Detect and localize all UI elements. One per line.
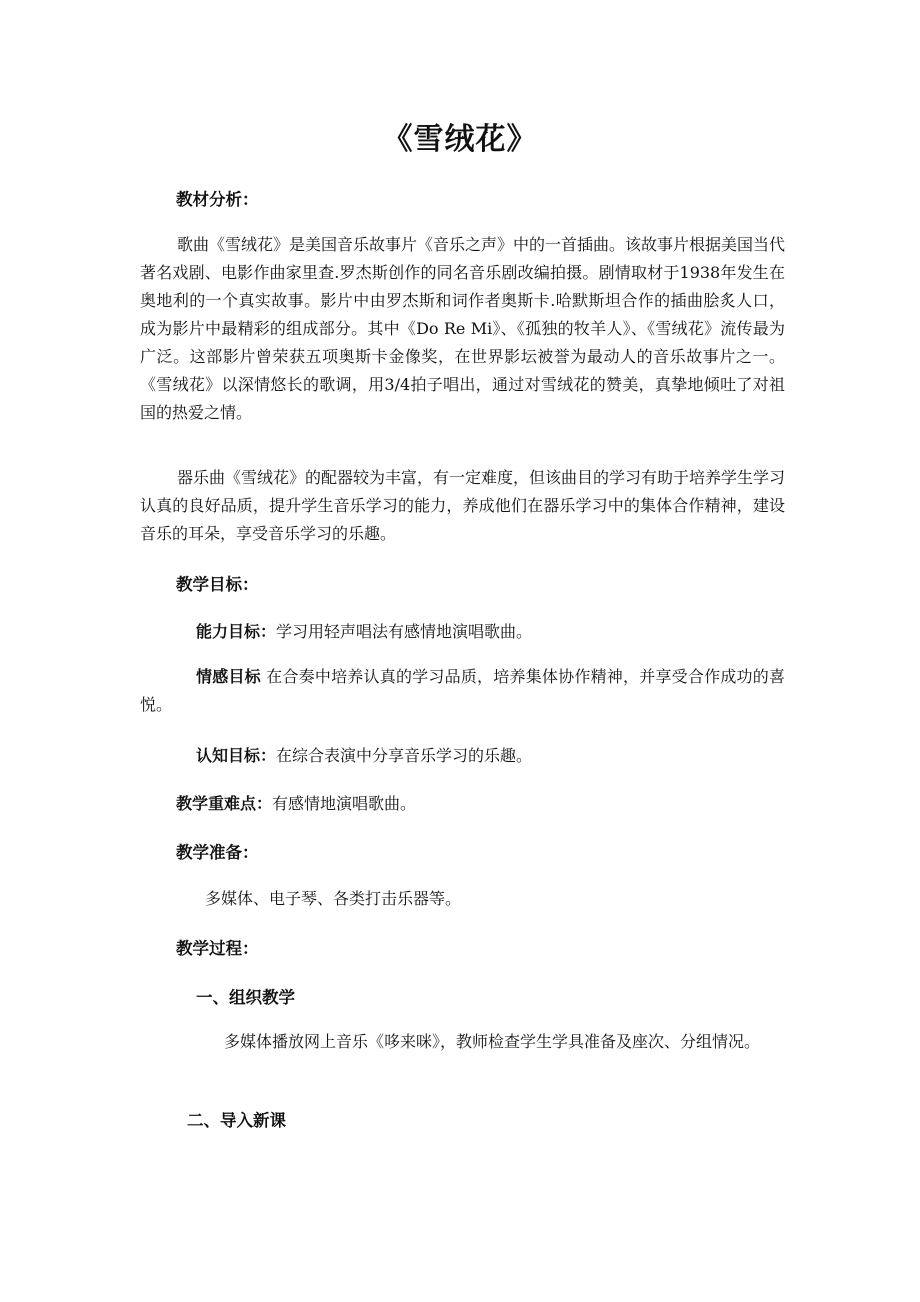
analysis-paragraph-1: 歌曲《雪绒花》是美国音乐故事片《音乐之声》中的一首插曲。该故事片根据美国当代著名戏剧、电影作曲家里查.罗杰斯创作的同名音乐剧改编拍摄。剧情取材于1938年发生在奥地利的一个真实故事。影片中由罗杰斯和词作者奥斯卡.哈默斯坦合作的插曲脍炙人口，成为影片中最精彩的组成部分。其中《Do Re Mi》、《孤独的牧羊人》、《雪绒花》流传最为广泛。这部影片曾荣获五项奥斯卡金像奖，在世界影坛被誉为最动人的音乐故事片之一。《雪绒花》以深情悠长的歌调，用3/4拍子唱出，通过对雪绒花的赞美，真挚地倾吐了对祖国的热爱之情。 xyxy=(140,235,786,422)
cognition-goal xyxy=(196,743,532,766)
document-title: 《雪绒花》 xyxy=(382,122,538,157)
emotion-goal-label: 情感目标 xyxy=(196,667,261,686)
emotion-goal xyxy=(140,663,785,719)
process-heading: 教学过程： xyxy=(176,939,259,958)
step1-heading: 一、组织教学 xyxy=(196,988,295,1007)
ability-goal-label: 能力目标： xyxy=(196,622,277,641)
analysis-heading: 教材分析： xyxy=(176,190,259,209)
preparation-text: 多媒体、电子琴、各类打击乐器等。 xyxy=(205,889,462,908)
key-points-label: 教学重难点： xyxy=(176,794,273,813)
ability-goal xyxy=(196,619,532,642)
step2-heading: 二、导入新课 xyxy=(187,1111,286,1130)
emotion-goal-text: 在合奏中培养认真的学习品质，培养集体协作精神，并享受合作成功的喜悦。 xyxy=(140,667,785,714)
ability-goal-text: 学习用轻声唱法有感情地演唱歌曲。 xyxy=(276,622,533,641)
key-points-text: 有感情地演唱歌曲。 xyxy=(272,794,417,813)
goals-heading: 教学目标： xyxy=(176,575,259,594)
cognition-goal-text: 在综合表演中分享音乐学习的乐趣。 xyxy=(276,746,533,765)
preparation-heading: 教学准备： xyxy=(176,843,259,862)
step1-text: 多媒体播放网上音乐《哆来咪》，教师检查学生学具准备及座次、分组情况。 xyxy=(224,1032,761,1051)
key-points xyxy=(176,791,416,814)
cognition-goal-label: 认知目标： xyxy=(196,746,277,765)
analysis-paragraph-2: 器乐曲《雪绒花》的配器较为丰富，有一定难度，但该曲目的学习有助于培养学生学习认真的良好品质，提升学生音乐学习的能力，养成他们在器乐学习中的集体合作精神，建设音乐的耳朵，享受音乐学习的乐趣。 xyxy=(140,468,786,543)
